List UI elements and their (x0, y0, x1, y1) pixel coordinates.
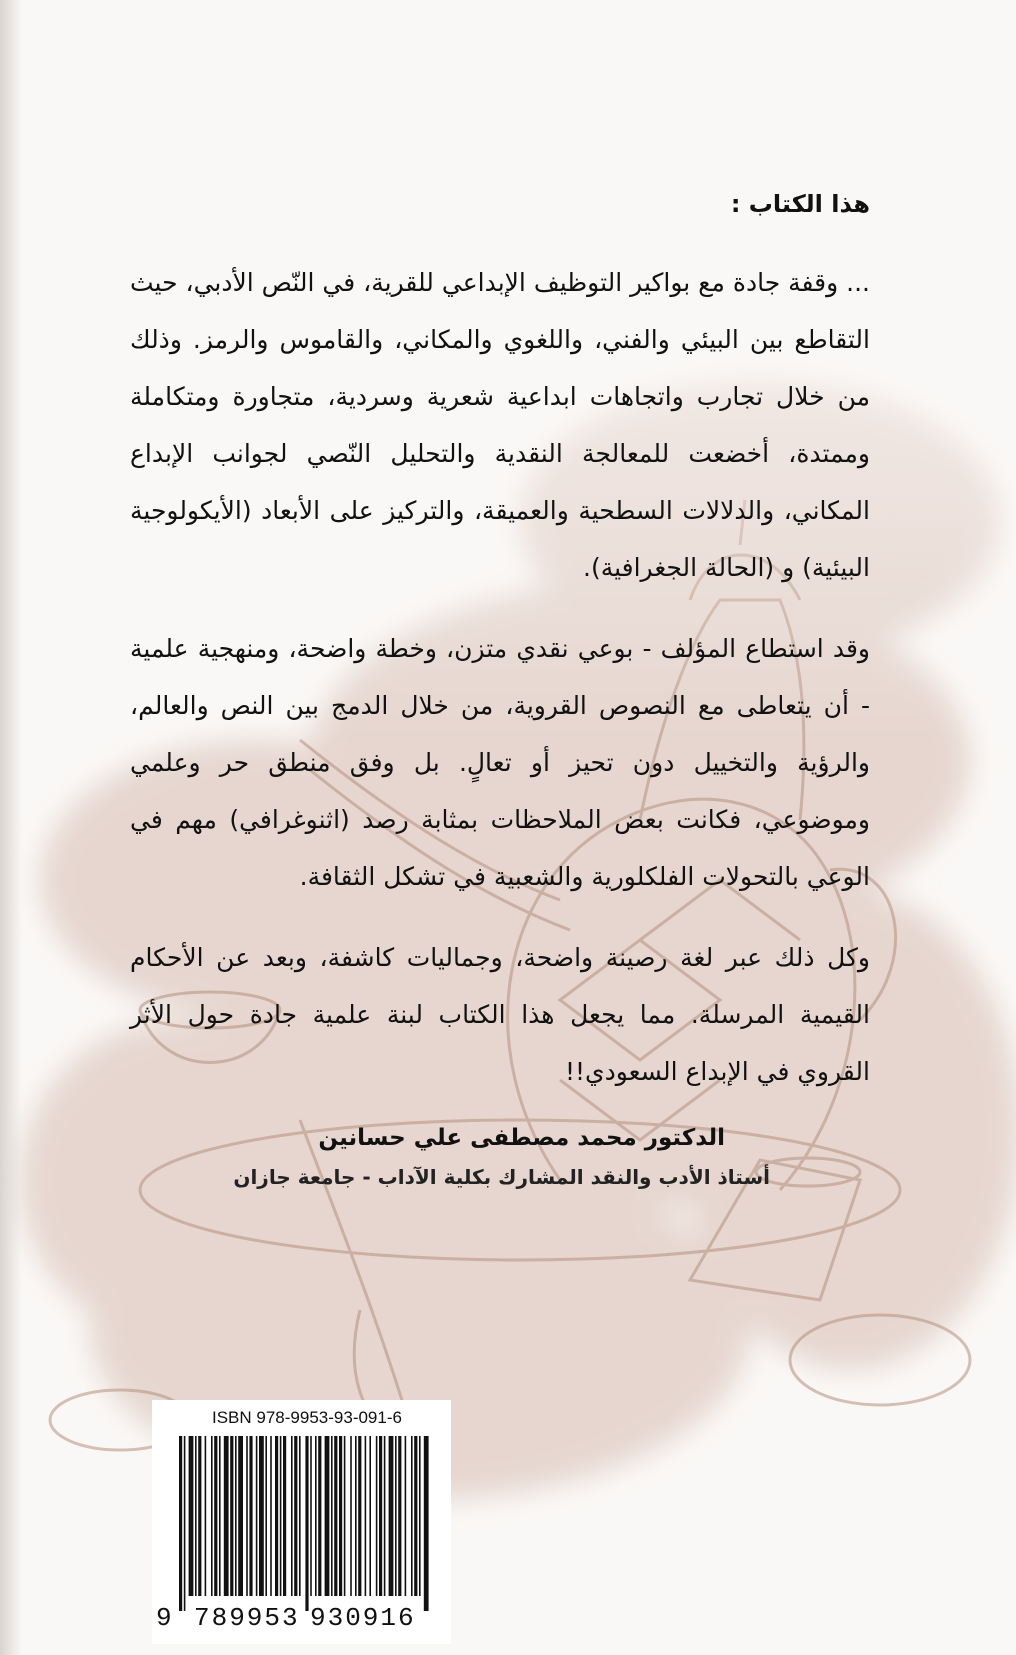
barcode-bar (331, 1436, 333, 1596)
barcode-digit-lead: 9 (156, 1603, 172, 1633)
barcode-bar (235, 1436, 237, 1596)
barcode-bar (299, 1436, 301, 1596)
paragraph-2: وقد استطاع المؤلف - بوعي نقدي متزن، وخطة واضحة، ومنهجية علمية - أن يتعاطى مع النصوص القروية، من خلال الدمج بين النص والعالم، والرؤية والتخييل دون تحيز أو تعالٍ. بل وفق منطق حر وعلمي وموضوعي، فكانت بعض الملاحظات بمثابة رصد (اثنوغرافي) مهم في الوعي بالتحولات الفلكلورية والشعبية في تشكل الثقافة. (130, 634, 870, 891)
isbn-barcode (152, 1400, 451, 1644)
paragraph-3: وكل ذلك عبر لغة رصينة واضحة، وجماليات كاشفة، وبعد عن الأحكام القيمية المرسلة. مما يجعل هذا الكتاب لبنة علمية جادة حول الأثر القروي في الإبداع السعودي!! (130, 943, 870, 1086)
barcode-bar (350, 1436, 352, 1596)
back-cover-text (130, 190, 870, 1124)
barcode-bar (384, 1436, 386, 1596)
isbn-label: ISBN 978-9953-93-091-6 (212, 1408, 402, 1427)
barcode-bar (219, 1436, 221, 1596)
barcode-bar (198, 1436, 201, 1596)
spine-shadow (0, 0, 22, 1655)
barcode-bar (405, 1436, 407, 1596)
barcode-bar (355, 1436, 357, 1596)
barcode-bar (358, 1436, 361, 1596)
author-affiliation: أستاذ الأدب والنقد المشارك بكلية الآداب - جامعة جازان (233, 1165, 770, 1189)
barcode-bar (339, 1436, 342, 1596)
barcode-bar (305, 1436, 308, 1611)
barcode-bar (259, 1436, 264, 1596)
barcode-bar (179, 1436, 182, 1611)
barcode-bar (249, 1436, 252, 1596)
barcode-bar (280, 1436, 282, 1596)
author-name: الدكتور محمد مصطفى علي حسانين (318, 1125, 725, 1151)
barcode-bar (344, 1436, 346, 1596)
barcode-bar (189, 1436, 194, 1596)
barcode-bar (389, 1436, 394, 1596)
barcode-bar (238, 1436, 243, 1596)
barcode-bar (395, 1436, 397, 1596)
barcode-bar (369, 1436, 371, 1596)
barcode-bar (283, 1436, 286, 1596)
barcode-bar (318, 1436, 321, 1596)
barcode-bar (184, 1436, 186, 1611)
barcode-bar (230, 1436, 233, 1596)
barcode-bar (310, 1436, 312, 1596)
barcode-bar (224, 1436, 229, 1596)
barcode-bar (365, 1436, 367, 1596)
barcode-bar (398, 1436, 401, 1596)
barcode-bar (291, 1436, 293, 1596)
barcode-bar (275, 1436, 278, 1596)
barcode-bar (376, 1436, 378, 1596)
barcode-bar (205, 1436, 207, 1596)
barcode-bar (334, 1436, 337, 1596)
barcode-icon (177, 1436, 432, 1611)
barcode-digits (152, 1603, 451, 1637)
barcode-bar (315, 1436, 317, 1596)
section-heading: هذا الكتاب : (730, 190, 870, 218)
barcode-digit-group-1: 789953 (194, 1603, 300, 1633)
barcode-bar (270, 1436, 272, 1596)
barcode-bar (419, 1436, 421, 1596)
paragraph-1: ... وقفة جادة مع بواكير التوظيف الإبداعي للقرية، في النّص الأدبي، حيث التقاطع بين البيئي والفني، واللغوي والمكاني، والقاموس والرمز. وذلك من خلال تجارب واتجاهات ابداعية شعرية وسردية، متجاورة ومتكاملة وممتدة، أخضعت للمعالجة النقدية والتحليل النّصي لجوانب الإبداع المكاني، والدلالات السطحية والعميقة، والتركيز على الأبعاد (الأيكولوجية البيئية) و (الحالة الجغرافية). (130, 268, 870, 582)
barcode-bar (195, 1436, 197, 1596)
barcode-bar (424, 1436, 429, 1611)
barcode-bar (379, 1436, 382, 1596)
barcode-bar (414, 1436, 417, 1596)
barcode-bar (265, 1436, 267, 1596)
barcode-bar (214, 1436, 217, 1596)
barcode-bar (325, 1436, 330, 1596)
barcode-bar (256, 1436, 258, 1596)
barcode-digit-group-2: 930916 (310, 1603, 416, 1633)
barcode-bar (411, 1436, 413, 1596)
author-block (130, 1125, 770, 1189)
barcode-bar (211, 1436, 213, 1596)
barcode-bar (246, 1436, 248, 1596)
barcode-bar (294, 1436, 297, 1596)
